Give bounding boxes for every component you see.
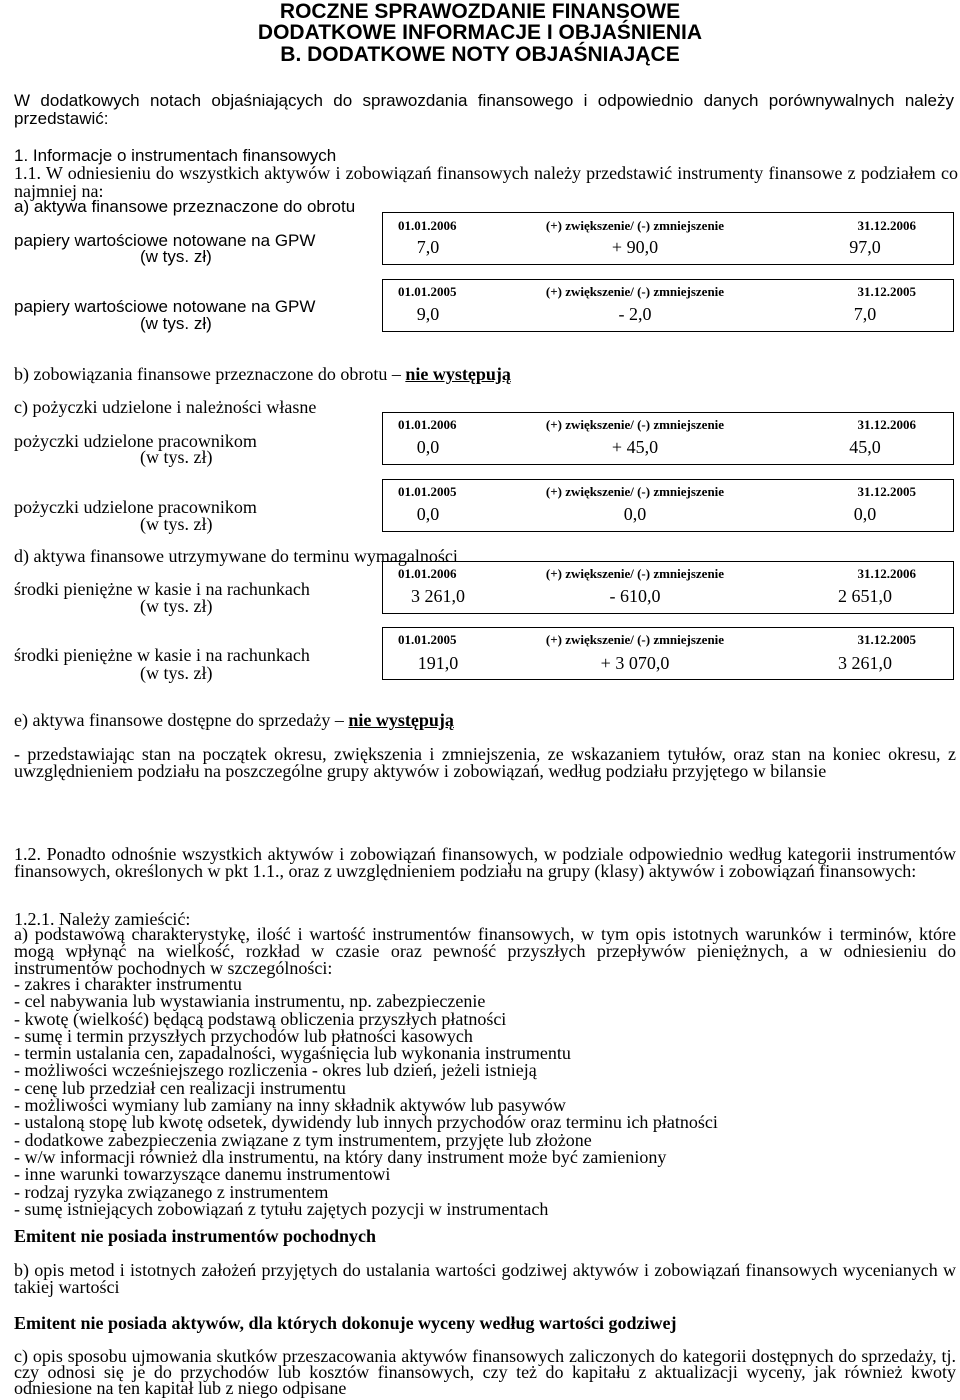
value-change: + 3 070,0	[600, 653, 670, 673]
header-change: (+) zwiększenie/ (-) zmniejszenie	[545, 218, 725, 233]
value-end: 45,0	[849, 437, 881, 457]
item-b-text: b) zobowiązania finansowe przeznaczone do obrotu	[14, 364, 388, 384]
header-start-date: 01.01.2006	[398, 218, 457, 233]
value-start: 191,0	[417, 653, 459, 673]
header-change: (+) zwiększenie/ (-) zmniejszenie	[545, 417, 725, 432]
table-row-label: pożyczki udzielone pracownikom	[14, 431, 257, 451]
value-change: - 2,0	[618, 304, 652, 324]
paragraph-1-2-1: 1.2.1. Należy zamieścić:	[14, 909, 191, 929]
intro-paragraph: W dodatkowych notach objaśniających do sprawozdania finansowego i odpowiednio danych porównywalnych należy przedstawić:	[14, 91, 954, 128]
value-end: 2 651,0	[838, 586, 892, 606]
unit-label: (w tys. zł)	[140, 247, 212, 266]
dash-paragraph: - przedstawiając stan na początek okresu, zwiększenia i zmniejszenia, ze wskazaniem tytułów, oraz stan na koniec okresu, z uwzględnieniem podziału na poszczególne grupy aktywów i zobowiązań, według podziału przyjętego w bilansie	[14, 744, 956, 781]
paragraph-b: b) opis metod i istotnych założeń przyjętych do ustalania wartości godziwej aktywów i zobowiązań finansowych wycenianych w takiej wartości	[14, 1260, 956, 1297]
table-row-label: środki pieniężne w kasie i na rachunkach	[14, 645, 310, 665]
header-start-date: 01.01.2006	[398, 417, 457, 432]
header-start-date: 01.01.2005	[398, 484, 457, 499]
value-change: + 90,0	[611, 237, 659, 257]
item-b-emphasis: nie występują	[405, 364, 511, 384]
paragraph-1-2: 1.2. Ponadto odnośnie wszystkich aktywów i zobowiązań finansowych, w podziale odpowiednio według kategorii instrumentów finansowych, określonych w pkt 1.1., oraz z uwzględnieniem podziału na grupy (klasy) aktywów i zobowiązań finansowych:	[14, 844, 956, 881]
no-fair-value-note: Emitent nie posiada aktywów, dla których dokonuje wyceny według wartości godziwej	[14, 1313, 677, 1333]
header-end-date: 31.12.2006	[857, 566, 916, 581]
unit-label: (w tys. zł)	[140, 314, 212, 333]
item-d: d) aktywa finansowe utrzymywane do terminu wymagalności	[14, 546, 458, 566]
paragraph-a: a) podstawową charakterystykę, ilość i wartość instrumentów finansowych, w tym opis istotnych warunków i terminów, które mogą wpłynąć na wielkość, rozkład w czasie oraz pewność przyszłych przepływów pieniężnych, a w odniesieniu do instrumentów pochodnych w szczególności:	[14, 924, 956, 978]
title-line-1: ROCZNE SPRAWOZDANIE FINANSOWE	[279, 0, 681, 23]
header-change: (+) zwiększenie/ (-) zmniejszenie	[545, 284, 725, 299]
value-change: - 610,0	[609, 586, 661, 606]
list-item: - kwotę (wielkość) będącą podstawą obliczenia przyszłych płatności	[14, 1008, 507, 1029]
header-change: (+) zwiększenie/ (-) zmniejszenie	[545, 632, 725, 647]
value-end: 7,0	[853, 304, 877, 324]
list-item: - cel nabywania lub wystawiania instrumentu, np. zabezpieczenie	[14, 991, 486, 1012]
list-item: - w/w informacji również dla instrumentu, na który dany instrument może być zamieniony	[14, 1146, 667, 1167]
value-start: 7,0	[416, 237, 440, 257]
item-e: e) aktywa finansowe dostępne do sprzedaży – nie występują	[14, 710, 454, 730]
table-row-label: papiery wartościowe notowane na GPW	[14, 231, 316, 250]
header-start-date: 01.01.2006	[398, 566, 457, 581]
list-item: - dodatkowe zabezpieczenia związane z tym instrumentem, przyjęte lub złożone	[14, 1129, 592, 1150]
value-start: 0,0	[416, 504, 440, 524]
unit-label: (w tys. zł)	[140, 514, 213, 534]
table-row-label: papiery wartościowe notowane na GPW	[14, 297, 316, 316]
item-a: a) aktywa finansowe przeznaczone do obrotu	[14, 197, 356, 216]
title-line-3: B. DODATKOWE NOTY OBJAŚNIAJĄCE	[280, 43, 680, 66]
title-line-2: DODATKOWE INFORMACJE I OBJAŚNIENIA	[257, 21, 703, 44]
list-item: - cenę lub przedział cen realizacji instrumentu	[14, 1077, 346, 1098]
value-end: 3 261,0	[838, 653, 892, 673]
header-end-date: 31.12.2005	[857, 632, 916, 647]
list-item: - możliwości wymiany lub zamiany na inny składnik aktywów lub pasywów	[14, 1095, 566, 1116]
unit-label: (w tys. zł)	[140, 447, 213, 467]
list-item: - sumę istniejących zobowiązań z tytułu zajętych pozycji w instrumentach	[14, 1198, 549, 1219]
item-c: c) pożyczki udzielone i należności własne	[14, 397, 317, 417]
header-end-date: 31.12.2006	[857, 218, 916, 233]
value-end: 97,0	[849, 237, 881, 257]
list-item: - rodzaj ryzyka związanego z instrumentem	[14, 1181, 329, 1202]
header-change: (+) zwiększenie/ (-) zmniejszenie	[545, 566, 725, 581]
table-row-label: środki pieniężne w kasie i na rachunkach	[14, 579, 310, 599]
item-e-emphasis: nie występują	[348, 710, 454, 730]
value-start: 3 261,0	[411, 586, 465, 606]
header-start-date: 01.01.2005	[398, 284, 457, 299]
value-end: 0,0	[853, 504, 877, 524]
list-item: - inne warunki towarzyszące danemu instrumentowi	[14, 1164, 391, 1185]
paragraph-c: c) opis sposobu ujmowania skutków przeszacowania aktywów finansowych zaliczonych do kategorii dostępnych do sprzedaży, tj. czy odnosi się je do przychodów lub kosztów finansowych, czy też do kapitału z aktualizacji wyceny, jak również kwoty odniesione na ten kapitał lub z niego odpisane	[14, 1346, 956, 1398]
list-item: - ustaloną stopę lub kwotę odsetek, dywidendy lub innych przychodów oraz terminu ich płatności	[14, 1112, 718, 1133]
list-item: - termin ustalania cen, zapadalności, wygaśnięcia lub wykonania instrumentu	[14, 1043, 571, 1064]
header-end-date: 31.12.2005	[857, 284, 916, 299]
table-row-label: pożyczki udzielone pracownikom	[14, 497, 257, 517]
header-end-date: 31.12.2005	[857, 484, 916, 499]
header-start-date: 01.01.2005	[398, 632, 457, 647]
list-item: - zakres i charakter instrumentu	[14, 974, 242, 994]
section-1-heading: 1. Informacje o instrumentach finansowych	[14, 146, 337, 165]
unit-label: (w tys. zł)	[140, 596, 213, 616]
list-item: - sumę i termin przyszłych przychodów lub płatności kasowych	[14, 1025, 473, 1046]
unit-label: (w tys. zł)	[140, 663, 213, 683]
value-start: 0,0	[416, 437, 440, 457]
value-change: 0,0	[623, 504, 647, 524]
value-start: 9,0	[416, 304, 440, 324]
value-change: + 45,0	[611, 437, 659, 457]
paragraph-1-1: 1.1. W odniesieniu do wszystkich aktywów i zobowiązań finansowych należy przedstawić instrumenty finansowe z podziałem co najmniej na:	[14, 163, 958, 201]
header-end-date: 31.12.2006	[857, 417, 916, 432]
no-derivatives-note: Emitent nie posiada instrumentów pochodnych	[14, 1226, 377, 1246]
instrument-list	[14, 976, 718, 1218]
header-change: (+) zwiększenie/ (-) zmniejszenie	[545, 484, 725, 499]
item-e-text: e) aktywa finansowe dostępne do sprzedaży	[14, 710, 331, 730]
list-item: - możliwości wcześniejszego rozliczenia - okres lub dzień, jeżeli istnieją	[14, 1060, 537, 1081]
item-b: b) zobowiązania finansowe przeznaczone do obrotu – nie występują	[14, 364, 511, 384]
